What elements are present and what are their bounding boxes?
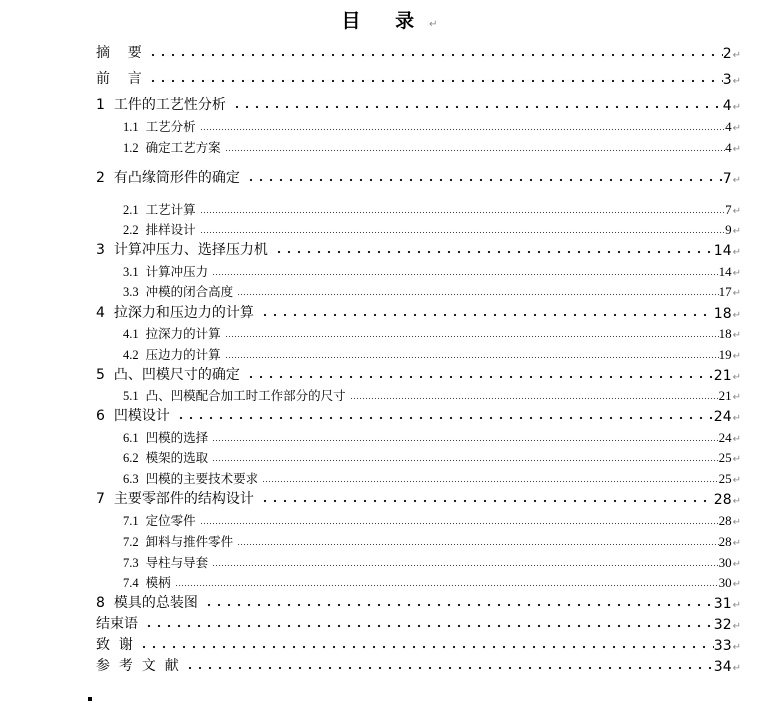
toc-entry-label bbox=[96, 613, 142, 633]
toc-page-number bbox=[714, 368, 741, 384]
toc-entry-text: 冲模的闭合高度 bbox=[145, 284, 234, 299]
toc-section-number: 4.2 bbox=[123, 348, 139, 362]
toc-entry-label bbox=[123, 532, 237, 550]
paragraph-mark-icon: ↵ bbox=[732, 579, 741, 590]
toc-entry-text: 参 考 文 献 bbox=[96, 658, 179, 674]
dot-leader bbox=[272, 249, 714, 255]
paragraph-mark-icon: ↵ bbox=[429, 19, 438, 30]
toc-entry-text: 有凸缘筒形件的确定 bbox=[113, 170, 240, 186]
toc-entry-text: 压边力的计算 bbox=[145, 347, 221, 362]
toc-page-number bbox=[723, 98, 741, 114]
toc-entry-text: 致 谢 bbox=[96, 637, 133, 653]
toc-page-number bbox=[725, 119, 741, 135]
paragraph-mark-icon: ↵ bbox=[732, 102, 741, 113]
toc-entry-text: 工件的工艺性分析 bbox=[113, 97, 226, 113]
paragraph-mark-icon: ↵ bbox=[732, 475, 741, 486]
page-number-text: 21 bbox=[718, 388, 732, 403]
toc-entry-text: 拉深力和压边力的计算 bbox=[113, 305, 254, 321]
toc-page-number bbox=[719, 326, 741, 342]
paragraph-mark-icon: ↵ bbox=[732, 392, 741, 403]
toc-entry-text: 计算冲压力、选择压力机 bbox=[113, 242, 268, 258]
toc-entry-text: 主要零部件的结构设计 bbox=[113, 491, 254, 507]
paragraph-mark-icon: ↵ bbox=[732, 496, 741, 507]
dot-leader bbox=[237, 293, 718, 296]
toc-entry-chapter[interactable] bbox=[0, 634, 779, 654]
page-number-text: 18 bbox=[713, 306, 732, 322]
toc-section-number: 3 bbox=[96, 242, 105, 258]
dot-leader bbox=[237, 543, 718, 546]
toc-section-number: 1.2 bbox=[123, 141, 139, 155]
toc-entry-text: 凹模的选择 bbox=[145, 430, 209, 445]
toc-entry-label bbox=[123, 386, 350, 404]
toc-entry-chapter[interactable] bbox=[0, 42, 779, 62]
toc-section-number: 3.3 bbox=[123, 285, 139, 299]
dot-leader bbox=[258, 498, 714, 504]
page-number-text: 24 bbox=[718, 430, 732, 445]
toc-section-number: 7.3 bbox=[123, 556, 139, 570]
toc-section-number: 8 bbox=[96, 595, 105, 611]
toc-entry-label bbox=[123, 138, 225, 156]
toc-section-number: 6.3 bbox=[123, 472, 139, 486]
toc-page-number bbox=[719, 575, 741, 591]
dot-leader bbox=[244, 177, 723, 183]
paragraph-mark-icon: ↵ bbox=[732, 663, 741, 674]
paragraph-mark-icon: ↵ bbox=[732, 226, 741, 237]
page-number-text: 4 bbox=[722, 98, 732, 114]
toc-entry-label bbox=[123, 282, 237, 300]
toc-entry-label bbox=[96, 68, 146, 88]
paragraph-mark-icon: ↵ bbox=[732, 247, 741, 258]
page-number-text: 7 bbox=[722, 171, 732, 187]
page-number-text: 17 bbox=[718, 284, 732, 299]
page-number-text: 31 bbox=[713, 596, 732, 612]
toc-page-number bbox=[725, 140, 741, 156]
paragraph-mark-icon: ↵ bbox=[732, 413, 741, 424]
toc-entry-label bbox=[96, 167, 244, 187]
page-number-text: 7 bbox=[725, 202, 732, 217]
page-number-text: 9 bbox=[725, 222, 732, 237]
toc-section-number: 6.2 bbox=[123, 451, 139, 465]
dot-leader bbox=[174, 415, 714, 421]
page-number-text: 33 bbox=[713, 638, 732, 654]
toc-page-number bbox=[723, 46, 741, 62]
page-number-text: 25 bbox=[718, 471, 732, 486]
toc-page-number bbox=[714, 617, 741, 633]
toc-entry-chapter[interactable] bbox=[0, 364, 779, 384]
toc-entry-label bbox=[96, 592, 202, 612]
toc-entry-text: 凸、凹模配合加工时工作部分的尺寸 bbox=[145, 388, 346, 403]
toc-entry-section[interactable] bbox=[0, 467, 779, 487]
paragraph-mark-icon: ↵ bbox=[732, 144, 741, 155]
toc-entry-section[interactable] bbox=[0, 115, 779, 135]
toc-page-number bbox=[723, 72, 741, 88]
page-number-text: 4 bbox=[725, 119, 732, 134]
toc-entry-label bbox=[123, 448, 212, 466]
paragraph-mark-icon: ↵ bbox=[732, 123, 741, 134]
toc-entry-label bbox=[123, 573, 175, 591]
toc-entry-label bbox=[123, 117, 200, 135]
toc-page-number bbox=[714, 409, 741, 425]
paragraph-mark-icon: ↵ bbox=[732, 454, 741, 465]
toc-entry-text: 模具的总装图 bbox=[113, 595, 198, 611]
toc-entry-chapter[interactable] bbox=[0, 613, 779, 633]
toc-entry-section[interactable] bbox=[0, 343, 779, 363]
paragraph-mark-icon: ↵ bbox=[732, 559, 741, 570]
toc-entry-label bbox=[96, 42, 146, 62]
paragraph-mark-icon: ↵ bbox=[732, 351, 741, 362]
dot-leader bbox=[212, 273, 718, 276]
toc-page-number bbox=[719, 450, 741, 466]
toc-entry-text: 凸、凹模尺寸的确定 bbox=[113, 367, 240, 383]
toc-entry-chapter[interactable] bbox=[0, 655, 779, 675]
page-number-text: 3 bbox=[722, 72, 732, 88]
paragraph-mark-icon: ↵ bbox=[732, 76, 741, 87]
toc-page-number bbox=[719, 430, 741, 446]
toc-entry-label bbox=[96, 94, 230, 114]
paragraph-mark-icon: ↵ bbox=[732, 310, 741, 321]
paragraph-mark-icon: ↵ bbox=[732, 538, 741, 549]
toc-entry-label bbox=[96, 655, 183, 675]
toc-entry-text: 模架的选取 bbox=[145, 450, 209, 465]
paragraph-mark-icon: ↵ bbox=[732, 206, 741, 217]
toc-section-number: 7.1 bbox=[123, 514, 139, 528]
dot-leader bbox=[200, 211, 725, 214]
toc-entry-chapter[interactable] bbox=[0, 488, 779, 508]
toc-section-number: 1 bbox=[96, 97, 105, 113]
toc-page-number bbox=[714, 243, 741, 259]
page-number-text: 24 bbox=[713, 409, 732, 425]
toc-page-number bbox=[719, 264, 741, 280]
page-number-text: 21 bbox=[713, 368, 732, 384]
toc-page-number bbox=[714, 659, 741, 675]
page-number-text: 18 bbox=[718, 326, 732, 341]
toc-entry-text: 摘 要 bbox=[96, 45, 142, 61]
dot-leader bbox=[212, 564, 718, 567]
toc-entry-section[interactable] bbox=[0, 260, 779, 280]
page-number-text: 28 bbox=[713, 492, 732, 508]
page-number-text: 2 bbox=[722, 46, 732, 62]
toc-entry-text: 凹模设计 bbox=[113, 408, 170, 424]
toc-entry-text: 前 言 bbox=[96, 71, 142, 87]
dot-leader bbox=[230, 104, 723, 110]
toc-page-number bbox=[719, 471, 741, 487]
toc-page-number bbox=[719, 555, 741, 571]
toc-entry-text: 卸料与推件零件 bbox=[145, 534, 234, 549]
toc-entry-chapter[interactable] bbox=[0, 239, 779, 259]
toc-section-number: 7.4 bbox=[123, 576, 139, 590]
toc-entry-text: 导柱与导套 bbox=[145, 555, 209, 570]
toc-section-number: 5.1 bbox=[123, 389, 139, 403]
page-number-text: 14 bbox=[718, 264, 732, 279]
toc-entry-label bbox=[123, 511, 200, 529]
paragraph-mark-icon: ↵ bbox=[732, 621, 741, 632]
toc-entry-text: 计算冲压力 bbox=[145, 264, 209, 279]
toc-entry-section[interactable] bbox=[0, 384, 779, 404]
dot-leader bbox=[258, 312, 714, 318]
dot-leader bbox=[142, 623, 714, 629]
toc-entry-chapter[interactable] bbox=[0, 167, 779, 187]
toc-page-number bbox=[719, 534, 741, 550]
toc-section-number: 7.2 bbox=[123, 535, 139, 549]
page-number-text: 25 bbox=[718, 450, 732, 465]
toc-page-number bbox=[725, 202, 741, 218]
paragraph-mark-icon: ↵ bbox=[732, 517, 741, 528]
toc-entry-label bbox=[96, 488, 258, 508]
toc-section-number: 6 bbox=[96, 408, 105, 424]
toc-entry-label bbox=[123, 262, 212, 280]
toc-entry-label bbox=[96, 302, 258, 322]
toc-entry-text: 结束语 bbox=[96, 616, 138, 632]
toc-page-number bbox=[723, 171, 741, 187]
toc-section-number: 6.1 bbox=[123, 431, 139, 445]
toc-entry-label bbox=[123, 345, 225, 363]
toc-entry-section[interactable] bbox=[0, 509, 779, 529]
toc-page-number bbox=[714, 596, 741, 612]
toc-entry-section[interactable] bbox=[0, 198, 779, 218]
toc-page-number bbox=[719, 284, 741, 300]
toc-entry-label bbox=[123, 553, 212, 571]
toc-entry-label bbox=[123, 200, 200, 218]
toc-section-number: 1.1 bbox=[123, 120, 139, 134]
toc-entry-chapter[interactable] bbox=[0, 68, 779, 88]
toc-entry-label bbox=[96, 405, 174, 425]
dot-leader bbox=[262, 480, 718, 483]
toc-entry-section[interactable] bbox=[0, 551, 779, 571]
dot-leader bbox=[183, 665, 714, 671]
toc-section-number: 7 bbox=[96, 491, 105, 507]
toc-entry-section[interactable] bbox=[0, 136, 779, 156]
page-number-text: 14 bbox=[713, 243, 732, 259]
paragraph-mark-icon: ↵ bbox=[732, 642, 741, 653]
paragraph-mark-icon: ↵ bbox=[732, 268, 741, 279]
toc-entry-section[interactable] bbox=[0, 218, 779, 238]
toc-entry-text: 确定工艺方案 bbox=[145, 140, 221, 155]
page-number-text: 4 bbox=[725, 140, 732, 155]
toc-entry-section[interactable] bbox=[0, 446, 779, 466]
paragraph-mark-icon: ↵ bbox=[732, 50, 741, 61]
dot-leader bbox=[137, 644, 714, 650]
dot-leader bbox=[212, 459, 718, 462]
toc-page-number bbox=[725, 222, 741, 238]
toc-entry-section[interactable] bbox=[0, 426, 779, 446]
dot-leader bbox=[225, 335, 719, 338]
toc-page-number bbox=[714, 492, 741, 508]
toc-section-number: 2.2 bbox=[123, 223, 139, 237]
toc-title bbox=[0, 6, 779, 33]
toc-entry-section[interactable] bbox=[0, 571, 779, 591]
toc-entry-section[interactable] bbox=[0, 530, 779, 550]
toc-entry-chapter[interactable] bbox=[0, 405, 779, 425]
toc-entry-text: 排样设计 bbox=[145, 222, 196, 237]
page-number-text: 28 bbox=[718, 513, 732, 528]
dot-leader bbox=[200, 128, 725, 131]
toc-title-text: 目 录 bbox=[341, 10, 429, 32]
dot-leader bbox=[146, 52, 723, 58]
page-number-text: 34 bbox=[713, 659, 732, 675]
page-number-text: 28 bbox=[718, 534, 732, 549]
toc-entry-text: 模柄 bbox=[145, 575, 171, 590]
toc-entry-text: 凹模的主要技术要求 bbox=[145, 471, 259, 486]
page-number-text: 30 bbox=[718, 575, 732, 590]
toc-entry-label bbox=[123, 469, 262, 487]
dot-leader bbox=[244, 374, 714, 380]
dot-leader bbox=[225, 356, 719, 359]
toc-entry-chapter[interactable] bbox=[0, 94, 779, 114]
toc-page-number bbox=[719, 388, 741, 404]
dot-leader bbox=[350, 397, 719, 400]
page-number-text: 30 bbox=[718, 555, 732, 570]
paragraph-mark-icon: ↵ bbox=[732, 434, 741, 445]
toc-section-number: 2.1 bbox=[123, 203, 139, 217]
toc-entry-label bbox=[123, 324, 225, 342]
toc-entry-label bbox=[96, 239, 272, 259]
toc-entry-chapter[interactable] bbox=[0, 592, 779, 612]
toc-section-number: 2 bbox=[96, 170, 105, 186]
toc-entry-text: 工艺分析 bbox=[145, 119, 196, 134]
dot-leader bbox=[200, 231, 725, 234]
paragraph-mark-icon: ↵ bbox=[732, 600, 741, 611]
page-number-text: 32 bbox=[713, 617, 732, 633]
toc-section-number: 3.1 bbox=[123, 265, 139, 279]
toc-page-number bbox=[714, 638, 741, 654]
toc-entry-section[interactable] bbox=[0, 280, 779, 300]
bullet-marker bbox=[88, 697, 92, 701]
dot-leader bbox=[175, 584, 719, 587]
dot-leader bbox=[202, 602, 714, 608]
paragraph-mark-icon: ↵ bbox=[732, 175, 741, 186]
toc-section-number: 5 bbox=[96, 367, 105, 383]
toc-entry-text: 定位零件 bbox=[145, 513, 196, 528]
page-number-text: 19 bbox=[718, 347, 732, 362]
toc-entry-label bbox=[123, 428, 212, 446]
toc-entry-text: 拉深力的计算 bbox=[145, 326, 221, 341]
toc-page-number bbox=[719, 513, 741, 529]
toc-section-number: 4.1 bbox=[123, 327, 139, 341]
toc-entry-label bbox=[96, 364, 244, 384]
dot-leader bbox=[200, 522, 719, 525]
toc-entry-section[interactable] bbox=[0, 322, 779, 342]
toc-entry-chapter[interactable] bbox=[0, 302, 779, 322]
toc-entry-label bbox=[123, 220, 200, 238]
toc-entry-label bbox=[96, 634, 137, 654]
toc-page-number bbox=[714, 306, 741, 322]
dot-leader bbox=[212, 439, 718, 442]
dot-leader bbox=[146, 78, 723, 84]
toc-page-number bbox=[719, 347, 741, 363]
toc-entry-text: 工艺计算 bbox=[145, 202, 196, 217]
dot-leader bbox=[225, 149, 725, 152]
paragraph-mark-icon: ↵ bbox=[732, 330, 741, 341]
toc-section-number: 4 bbox=[96, 305, 105, 321]
paragraph-mark-icon: ↵ bbox=[732, 288, 741, 299]
paragraph-mark-icon: ↵ bbox=[732, 372, 741, 383]
